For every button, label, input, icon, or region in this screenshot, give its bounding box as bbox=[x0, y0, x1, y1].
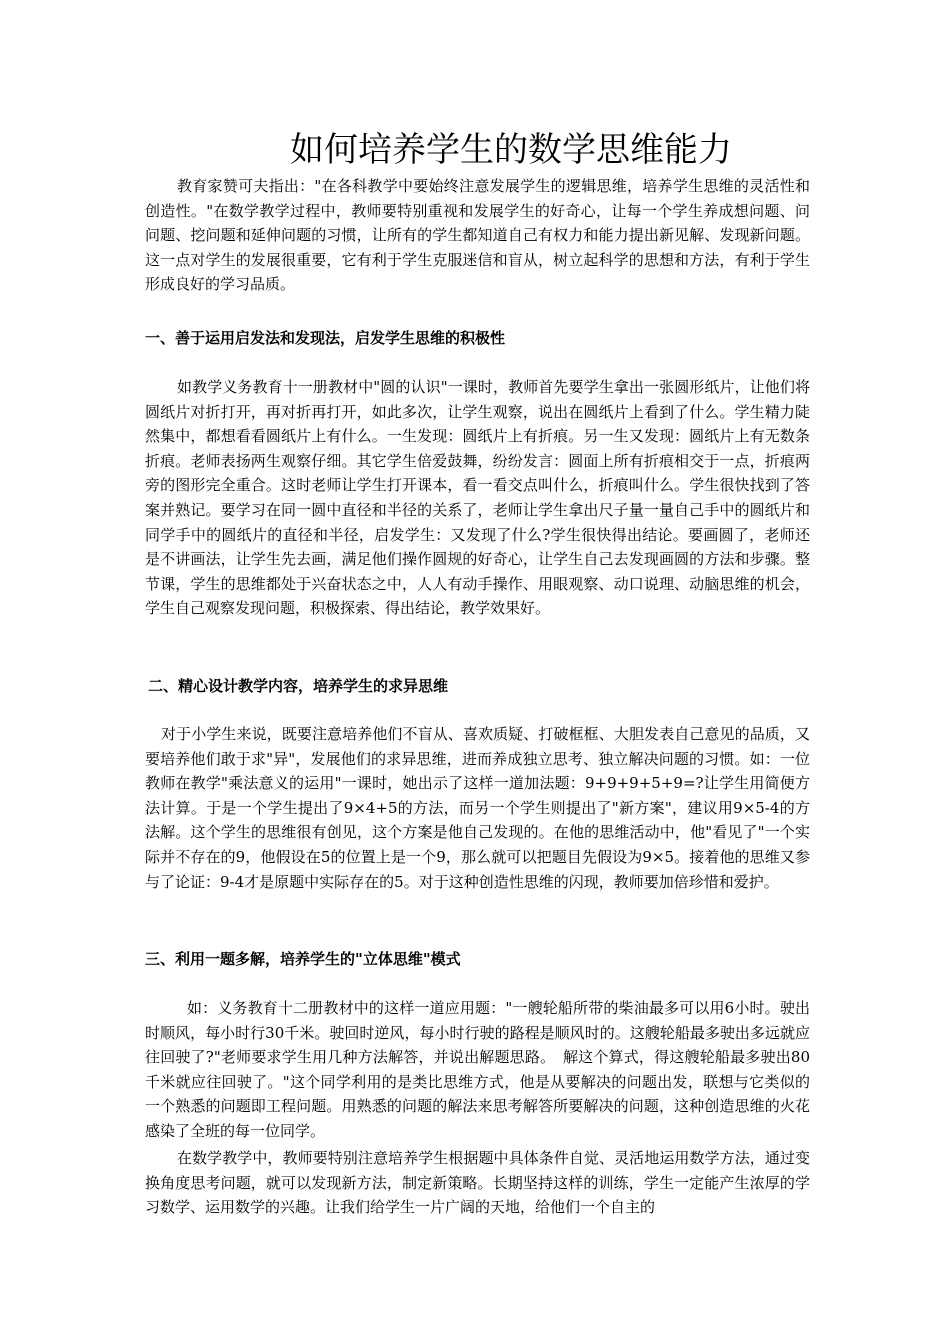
page-title: 如何培养学生的数学思维能力 bbox=[290, 130, 732, 170]
section-3-paragraph-2: 在数学教学中，教师要特别注意培养学生根据题中具体条件自觉、灵活地运用数学方法，通过变换角度思考问题，就可以发现新方法，制定新策略。长期坚持这样的训练，学生一定能产生浓厚的学习数学、运用数学的兴趣。让我们给学生一片广阔的天地，给他们一个自主的 bbox=[145, 1149, 810, 1217]
section-2-heading: 二、精心设计教学内容，培养学生的求异思维 bbox=[148, 677, 449, 695]
section-2-paragraph: 对于小学生来说，既要注意培养他们不盲从、喜欢质疑、打破框框、大胆发表自己意见的品质，又要培养他们敢于求"异"，发展他们的求异思维，进而养成独立思考、独立解决问题的习惯。如：一位教师在教学"乘法意义的运用"一课时，她出示了这样一道加法题：9+9+9+5+9=?让学生用简便方法计算。于是一个学生提出了9×4+5的方法，而另一个学生则提出了"新方案"，建议用9×5-4的方法解。这个学生的思维很有创见，这个方案是他自己发现的。在他的思维活动中，他"看见了"一个实际并不存在的9，他假设在5的位置上是一个9，那么就可以把题目先假设为9×5。接着他的思维又参与了论证：9-4才是原题中实际存在的5。对于这种创造性思维的闪现，教师要加倍珍惜和爱护。 bbox=[145, 725, 810, 891]
section-3-heading: 三、利用一题多解，培养学生的"立体思维"模式 bbox=[145, 950, 461, 968]
section-1-paragraph: 如教学义务教育十一册教材中"圆的认识"一课时，教师首先要学生拿出一张圆形纸片，让他们将圆纸片对折打开，再对折再打开，如此多次，让学生观察，说出在圆纸片上看到了什么。学生精力陡然集中，都想看看圆纸片上有什么。一生发现：圆纸片上有折痕。另一生又发现：圆纸片上有无数条折痕。老师表扬两生观察仔细。其它学生倍爱鼓舞，纷纷发言：圆面上所有折痕相交于一点，折痕两旁的图形完全重合。这时老师让学生打开课本，看一看交点叫什么，折痕叫什么。学生很快找到了答案并熟记。要学习在同一圆中直径和半径的关系了，老师让学生拿出尺子量一量自己手中的圆纸片和同学手中的圆纸片的直径和半径，启发学生：又发现了什么?学生很快得出结论。要画圆了，老师还是不讲画法，让学生先去画，满足他们操作圆规的好奇心，让学生自己去发现画圆的方法和步骤。整节课，学生的思维都处于兴奋状态之中，人人有动手操作、用眼观察、动口说理、动脑思维的机会，学生自己观察发现问题，积极探索、得出结论，教学效果好。 bbox=[145, 378, 810, 618]
section-1-heading: 一、善于运用启发法和发现法，启发学生思维的积极性 bbox=[145, 329, 506, 347]
section-3-paragraph-1: 如：义务教育十二册教材中的这样一道应用题："一艘轮船所带的柴油最多可以用6小时。驶出时顺风，每小时行30千米。驶回时逆风，每小时行驶的路程是顺风时的。这艘轮船最多驶出多远就应往回驶了?"老师要求学生用几种方法解答，并说出解题思路。 解这个算式，得这艘轮船最多驶出80千米就应往回驶了。"这个同学利用的是类比思维方式，他是从要解决的问题出发，联想与它类似的一个熟悉的问题即工程问题。用熟悉的问题的解法来思考解答所要解决的问题，这种创造思维的火花感染了全班的每一位同学。 bbox=[145, 999, 810, 1140]
intro-paragraph: 教育家赞可夫指出："在各科教学中要始终注意发展学生的逻辑思维，培养学生思维的灵活性和创造性。"在数学教学过程中，教师要特别重视和发展学生的好奇心，让每一个学生养成想问题、问问题、挖问题和延伸问题的习惯，让所有的学生都知道自己有权力和能力提出新见解、发现新问题。这一点对学生的发展很重要，它有利于学生克服迷信和盲从，树立起科学的思想和方法，有利于学生形成良好的学习品质。 bbox=[145, 177, 810, 294]
